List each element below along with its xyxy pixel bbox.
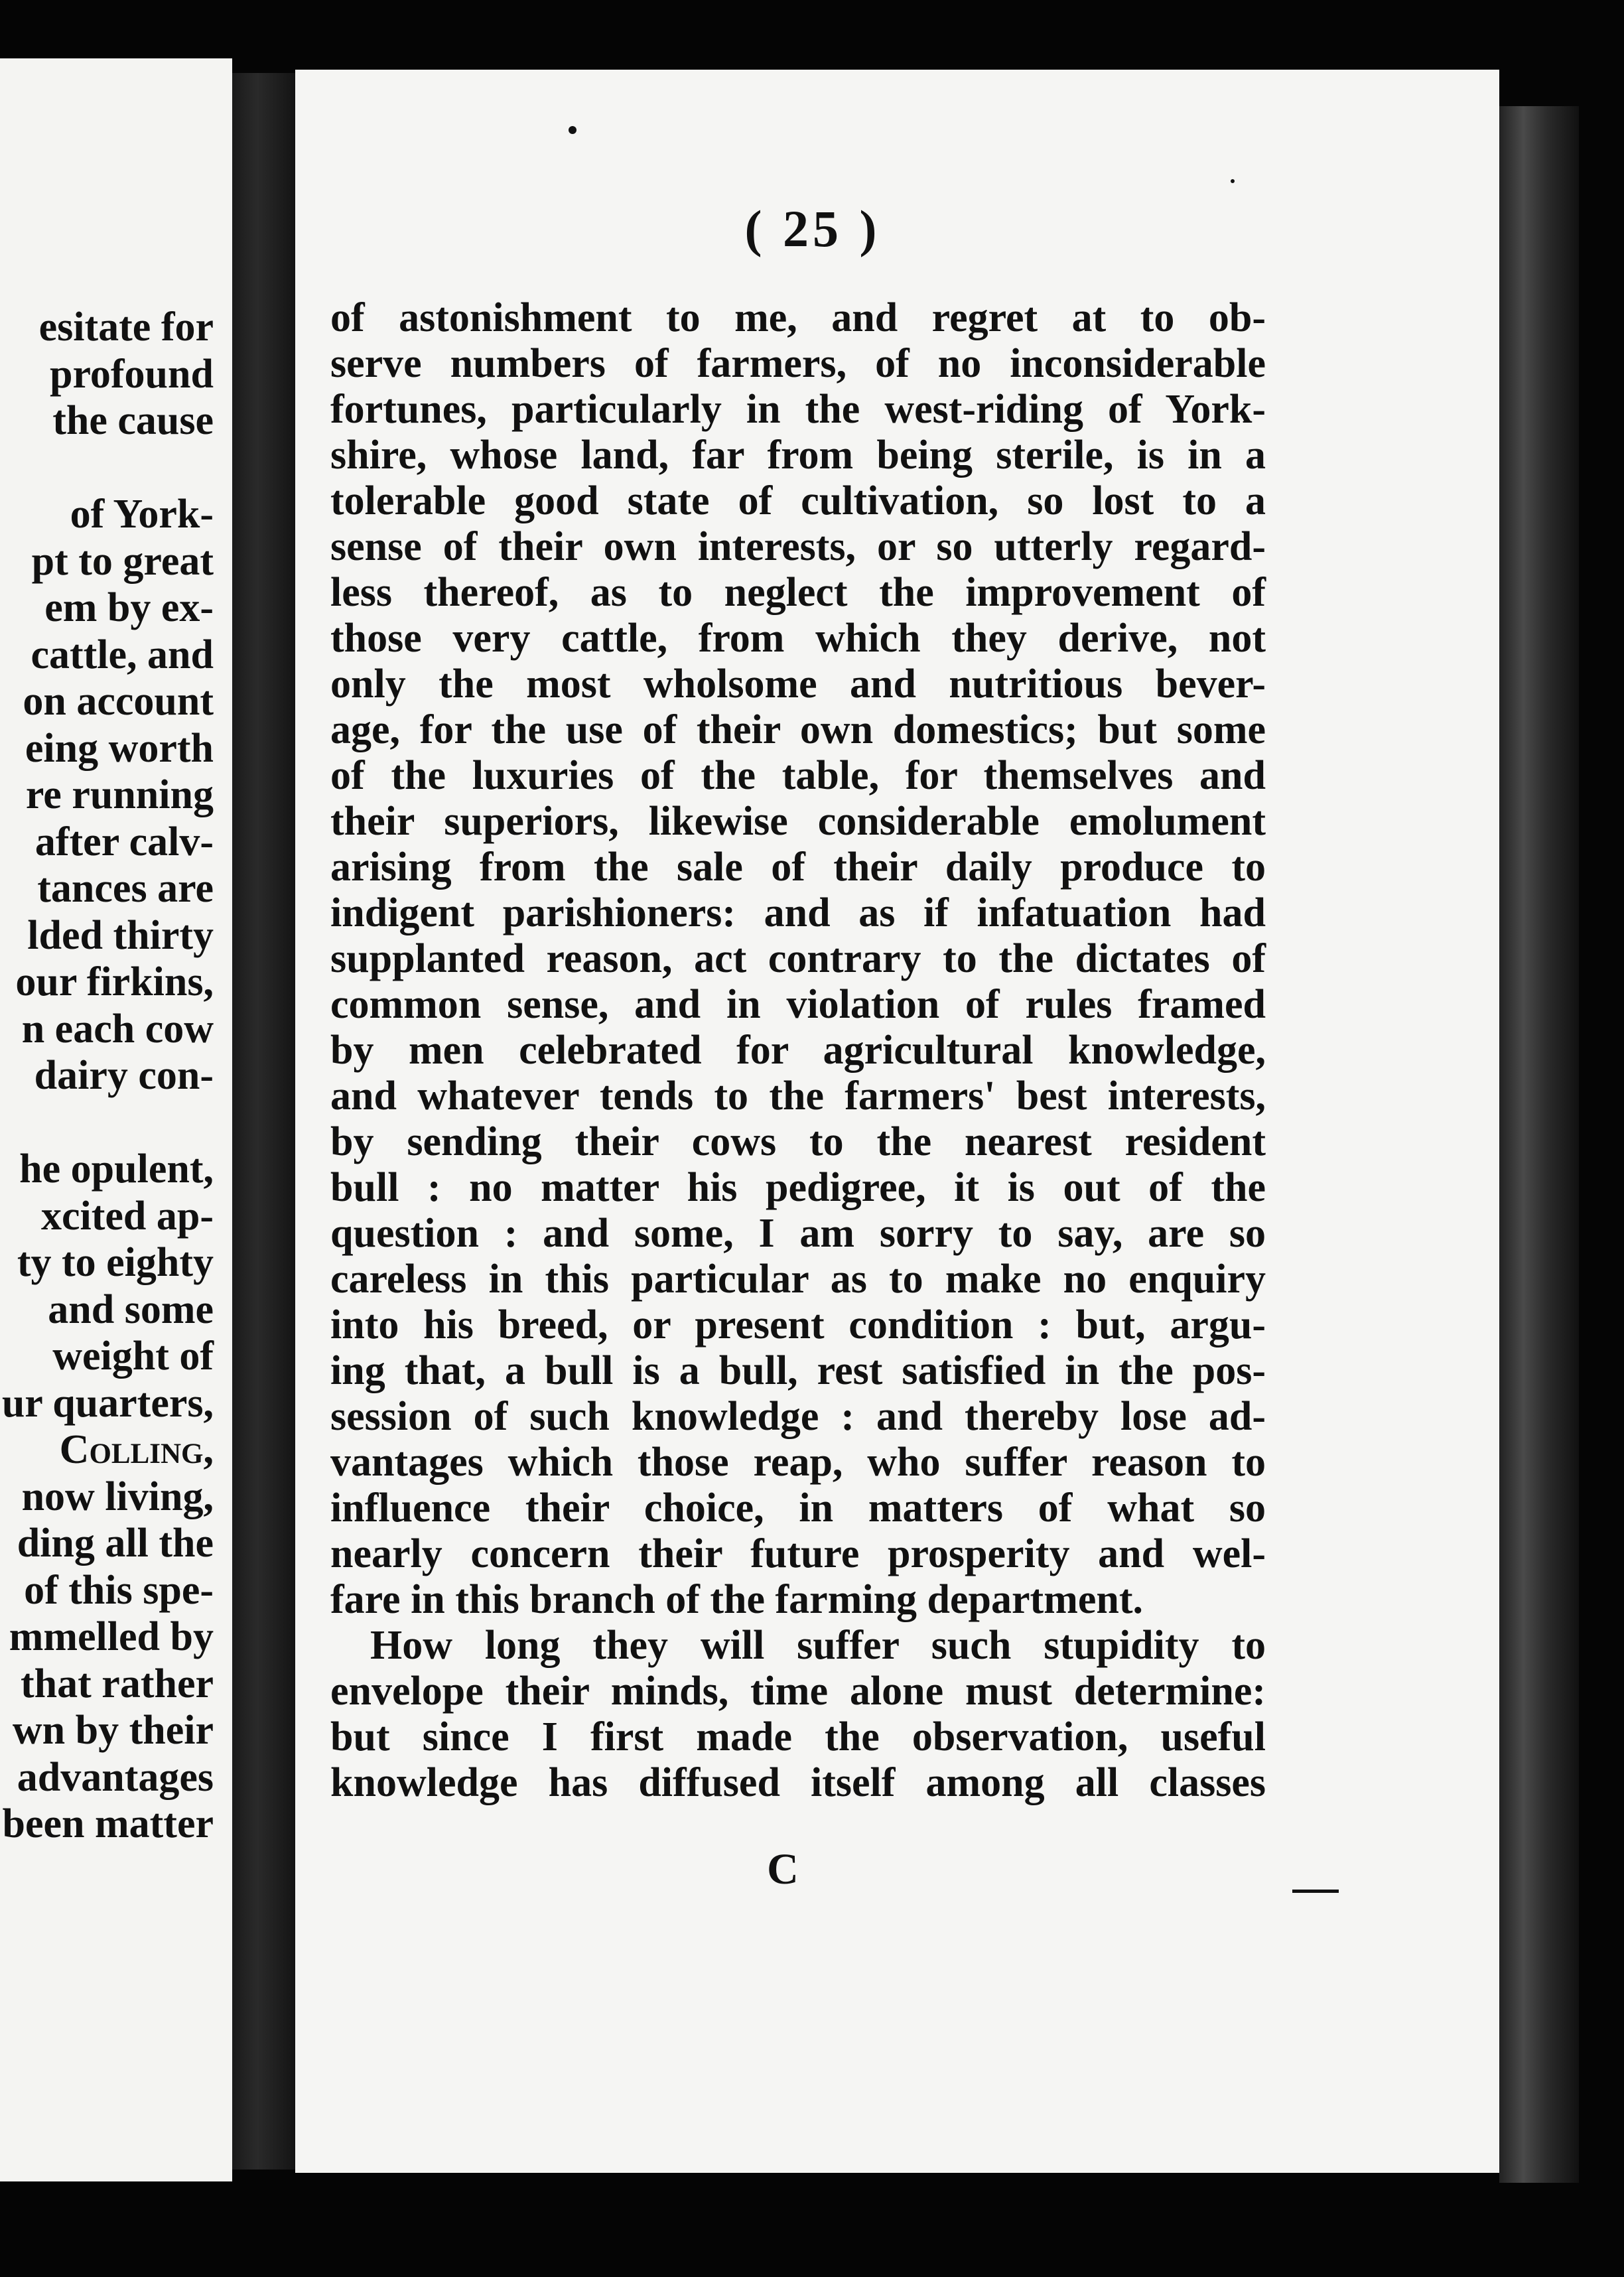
text-line: fortunes, particularly in the west-riding of York- [330, 387, 1266, 432]
ink-speck [569, 126, 576, 134]
text-line: weight of [52, 1334, 214, 1379]
text-line: session of such knowledge : and thereby lose ad- [330, 1394, 1266, 1439]
text-line: serve numbers of farmers, of no inconsiderable [330, 341, 1266, 386]
text-line: common sense, and in violation of rules framed [330, 982, 1266, 1027]
text-line: knowledge has diffused itself among all classes [330, 1760, 1266, 1805]
text-line: that rather [21, 1661, 214, 1706]
blank-line [0, 445, 214, 492]
text-line: shire, whose land, far from being sterile, is in a [330, 433, 1266, 478]
text-line: ty to eighty [17, 1240, 214, 1285]
text-line: by men celebrated for agricultural knowledge, [330, 1028, 1266, 1073]
text-line: now living, [21, 1474, 214, 1519]
text-line: influence their choice, in matters of what so [330, 1485, 1266, 1531]
facing-page [0, 58, 232, 2181]
text-line: of astonishment to me, and regret at to ob- [330, 295, 1266, 340]
text-line: and some [48, 1286, 214, 1332]
text-line: on account [23, 679, 214, 724]
text-line: nearly concern their future prosperity and wel- [330, 1531, 1266, 1576]
text-line: profound [50, 351, 214, 397]
text-line: only the most wholsome and nutritious bever- [330, 661, 1266, 707]
text-line: xcited ap- [40, 1193, 214, 1239]
text-line: supplanted reason, act contrary to the dictates of [330, 936, 1266, 981]
text-line: those very cattle, from which they derive, not [330, 616, 1266, 661]
text-line: less thereof, as to neglect the improvement of [330, 570, 1266, 615]
text-line: n each cow [21, 1006, 214, 1052]
text-line: bull : no matter his pedigree, it is out of the [330, 1165, 1266, 1210]
text-line: advantages [17, 1754, 214, 1800]
text-line: into his breed, or present condition : but, argu- [330, 1302, 1266, 1347]
margin-mark [1292, 1890, 1339, 1893]
text-line: and whatever tends to the farmers' best interests, [330, 1073, 1266, 1119]
text-line: cattle, and [31, 632, 214, 677]
text-line: dairy con- [34, 1053, 214, 1098]
text-line: pt to great [31, 538, 214, 584]
text-line: been matter [2, 1801, 214, 1846]
text-line: eing worth [25, 725, 214, 771]
text-line: lded thirty [27, 912, 214, 958]
text-line: fare in this branch of the farming department. [330, 1577, 1143, 1622]
text-line: Colling, [59, 1427, 214, 1472]
text-line: arising from the sale of their daily produce to [330, 845, 1266, 890]
text-line: careless in this particular as to make no enquiry [330, 1257, 1266, 1302]
text-line: after calv- [34, 819, 214, 864]
text-line: he opulent, [19, 1146, 214, 1192]
text-line: esitate for [38, 305, 214, 350]
text-line: indigent parishioners: and as if infatuation had [330, 890, 1266, 935]
text-line: wn by their [12, 1708, 214, 1753]
text-line: the cause [52, 398, 214, 443]
book-gutter-shadow [232, 73, 295, 2170]
text-line: but since I first made the observation, useful [330, 1714, 1266, 1760]
text-line: envelope their minds, time alone must determine: [330, 1669, 1266, 1714]
text-line: their superiors, likewise considerable emolument [330, 799, 1266, 844]
text-line: by sending their cows to the nearest resident [330, 1119, 1266, 1164]
text-line: age, for the use of their own domestics; but some [330, 707, 1266, 752]
text-line: vantages which those reap, who suffer reason to [330, 1440, 1266, 1485]
facing-page-text [0, 304, 214, 1848]
text-line: our firkins, [15, 959, 214, 1004]
text-line: re running [25, 772, 214, 817]
page-body-text [330, 295, 1266, 1806]
ink-speck [1231, 179, 1235, 183]
text-line: of this spe- [24, 1567, 214, 1613]
text-line: ur quarters, [1, 1380, 214, 1426]
text-line: ing that, a bull is a bull, rest satisfied in the pos- [330, 1348, 1266, 1393]
text-line: tolerable good state of cultivation, so lost to a [330, 478, 1266, 523]
text-line: mmelled by [9, 1614, 214, 1659]
text-line: of York- [70, 492, 214, 537]
text-line: ding all the [17, 1521, 214, 1566]
paragraph-start-line: How long they will suffer such stupidity to [370, 1623, 1266, 1668]
text-line: tances are [37, 866, 214, 911]
page-edge-shadow [1499, 106, 1579, 2183]
signature-mark: C [767, 1845, 799, 1894]
blank-line [0, 1099, 214, 1146]
text-line: of the luxuries of the table, for themselves and [330, 753, 1266, 798]
text-line: sense of their own interests, or so utterly regard- [330, 524, 1266, 569]
text-line: em by ex- [44, 585, 214, 630]
page-number: ( 25 ) [744, 200, 881, 257]
text-line: question : and some, I am sorry to say, are so [330, 1211, 1266, 1256]
